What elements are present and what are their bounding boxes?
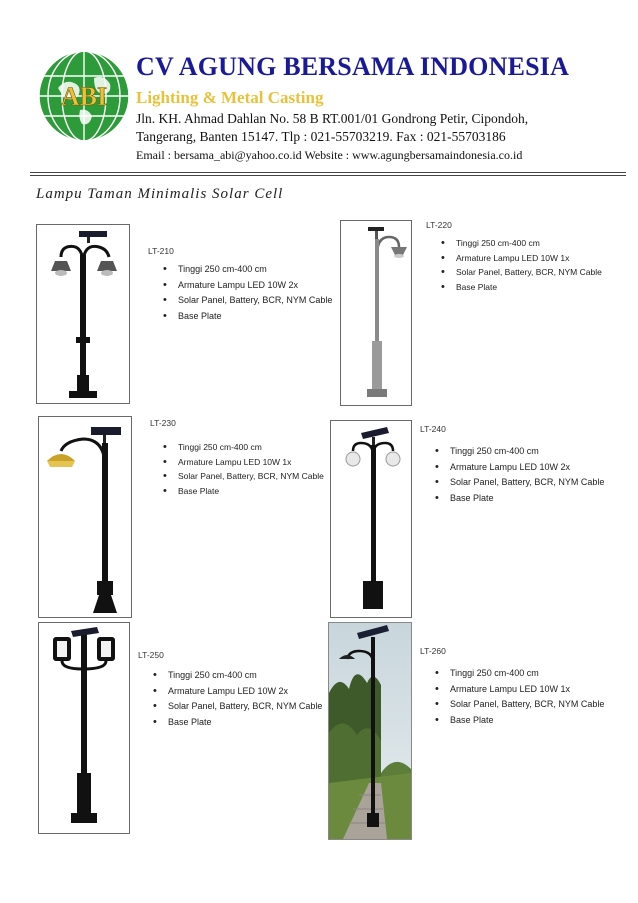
spec-item: • Tinggi 250 cm-400 cm — [434, 666, 604, 682]
spec-item: • Base Plate — [152, 715, 322, 731]
model-label-lt-240: LT-240 — [420, 424, 446, 434]
spec-item: • Solar Panel, Battery, BCR, NYM Cable — [152, 699, 322, 715]
product-photo-lt-240 — [330, 420, 412, 618]
header-divider — [30, 172, 626, 173]
spec-list-lt-210 — [162, 262, 332, 324]
company-tagline: Lighting & Metal Casting — [136, 88, 324, 107]
spec-item: • Tinggi 250 cm-400 cm — [440, 236, 602, 251]
spec-item: • Solar Panel, Battery, BCR, NYM Cable — [434, 475, 604, 491]
spec-item: • Base Plate — [434, 713, 604, 729]
product-photo-lt-260 — [328, 622, 412, 840]
spec-item: • Armature Lampu LED 10W 2x — [434, 460, 604, 476]
spec-item: • Base Plate — [162, 484, 324, 499]
spec-item: • Solar Panel, Battery, BCR, NYM Cable — [434, 697, 604, 713]
logo-text: ABI — [60, 82, 108, 111]
spec-item: • Base Plate — [440, 280, 602, 295]
address-line-2: Tangerang, Banten 15147. Tlp : 021-55703219. Fax : 021-55703186 — [136, 129, 506, 144]
product-photo-lt-220 — [340, 220, 412, 406]
model-label-lt-230: LT-230 — [150, 418, 176, 428]
address-line-1: Jln. KH. Ahmad Dahlan No. 58 B RT.001/01 Gondrong Petir, Cipondoh, — [136, 111, 529, 126]
model-label-lt-260: LT-260 — [420, 646, 446, 656]
spec-list-lt-260 — [434, 666, 604, 728]
spec-item: • Armature Lampu LED 10W 2x — [152, 684, 322, 700]
company-name: CV AGUNG BERSAMA INDONESIA — [136, 52, 570, 81]
company-logo — [36, 48, 132, 144]
spec-item: • Armature Lampu LED 10W 2x — [162, 278, 332, 294]
spec-item: • Tinggi 250 cm-400 cm — [162, 262, 332, 278]
model-label-lt-220: LT-220 — [426, 220, 452, 230]
spec-item: • Tinggi 250 cm-400 cm — [434, 444, 604, 460]
product-photo-lt-250 — [38, 622, 130, 834]
contact-line: Email : bersama_abi@yahoo.co.id Website : www.agungbersamaindonesia.co.id — [136, 148, 523, 162]
product-photo-lt-210 — [36, 224, 130, 404]
product-photo-lt-230 — [38, 416, 132, 618]
spec-list-lt-230 — [162, 440, 324, 498]
spec-list-lt-250 — [152, 668, 322, 730]
model-label-lt-210: LT-210 — [148, 246, 174, 256]
spec-list-lt-240 — [434, 444, 604, 506]
spec-list-lt-220 — [440, 236, 602, 294]
header-divider-2 — [30, 175, 626, 176]
spec-item: • Tinggi 250 cm-400 cm — [162, 440, 324, 455]
spec-item: • Base Plate — [434, 491, 604, 507]
section-title: Lampu Taman Minimalis Solar Cell — [36, 186, 284, 202]
spec-item: • Solar Panel, Battery, BCR, NYM Cable — [162, 469, 324, 484]
spec-item: • Armature Lampu LED 10W 1x — [440, 251, 602, 266]
model-label-lt-250: LT-250 — [138, 650, 164, 660]
spec-item: • Armature Lampu LED 10W 1x — [434, 682, 604, 698]
spec-item: • Solar Panel, Battery, BCR, NYM Cable — [440, 265, 602, 280]
spec-item: • Tinggi 250 cm-400 cm — [152, 668, 322, 684]
spec-item: • Base Plate — [162, 309, 332, 325]
spec-item: • Solar Panel, Battery, BCR, NYM Cable — [162, 293, 332, 309]
spec-item: • Armature Lampu LED 10W 1x — [162, 455, 324, 470]
